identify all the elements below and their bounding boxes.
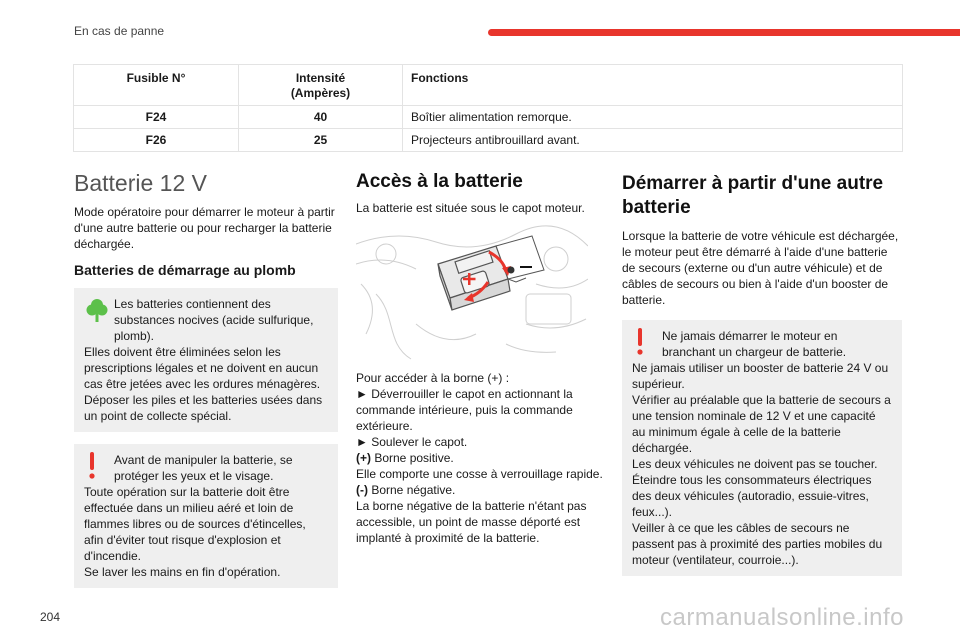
column-battery [74, 170, 338, 600]
positive-terminal-desc: Elle comporte une cosse à verrouillage rapide. [356, 467, 603, 481]
positive-terminal-line [356, 450, 606, 466]
page-number: 204 [40, 610, 61, 624]
header-functions: Fonctions [403, 65, 903, 106]
warning-first: Avant de manipuler la batterie, se protéger les yeux et le visage. [114, 453, 293, 483]
jump-start-warning-text: Ne jamais utiliser un booster de batterie 24 V ou supérieur. Vérifier au préalable que la batterie de secours a une tension nominale de 12 V et une capacité au minimum égale à celle de la batterie déchargée. Les deux véhicules ne doivent pas se toucher. Éteindre tous les consommateurs électriques des deux véhicules (autoradio, essuie-vitres, feux...). Veiller à ce que les câbles de secours ne passent pas à proximité des parties mobiles du moteur (ventilateur, courroie...). [632, 361, 891, 567]
battery-access-intro: La batterie est située sous le capot moteur. [356, 201, 585, 215]
negative-terminal-label: (-) [356, 483, 368, 497]
section-color-bar [488, 29, 960, 36]
warning-exclamation-icon [88, 452, 96, 480]
negative-terminal-text: Borne négative. [368, 483, 456, 497]
fuse-table-header-row [74, 65, 903, 106]
header-intensity-line2: (Ampères) [290, 86, 351, 100]
header-fuse-number: Fusible N° [74, 65, 239, 106]
fuse-number-cell: F24 [74, 106, 239, 129]
table-row [74, 129, 903, 152]
column-jump-start [622, 170, 902, 588]
jump-start-warning-first: Ne jamais démarrer le moteur en branchant un chargeur de batterie. [662, 329, 847, 359]
fuse-table [73, 64, 903, 152]
column-battery-access [356, 170, 606, 546]
positive-terminal-label: (+) [356, 451, 371, 465]
battery-intro: Mode opératoire pour démarrer le moteur à partir d'une autre batterie ou pour recharger la batterie déchargée. [74, 205, 335, 251]
environment-note-box [74, 288, 338, 432]
battery-title: Batterie 12 V [74, 170, 207, 196]
battery-access-title: Accès à la batterie [356, 171, 523, 192]
positive-terminal-text: Borne positive. [371, 451, 454, 465]
fuse-function-cell: Projecteurs antibrouillard avant. [403, 129, 903, 152]
fuse-amp-cell: 25 [239, 129, 403, 152]
fuse-number-cell: F26 [74, 129, 239, 152]
environment-note-first: Les batteries contiennent des substances nocives (acide sulfurique, plomb). [114, 297, 314, 343]
negative-terminal-desc: La borne négative de la batterie n'étant pas accessible, un point de masse déporté est implanté à proximité de la batterie. [356, 499, 587, 545]
battery-access-steps: Pour accéder à la borne (+) : ► Déverrouiller le capot en actionnant la commande intérieure, puis la commande extérieure. ► Soulever le capot. [356, 371, 573, 449]
jump-start-warning-box [622, 320, 902, 576]
fuse-function-cell: Boîtier alimentation remorque. [403, 106, 903, 129]
warning-text: Toute opération sur la batterie doit être effectuée dans un milieu aéré et loin de flammes libres ou de sources d'étincelles, afin d'éviter tout risque d'explosion et d'incendie. Se laver les mains en fin d'opération. [84, 485, 306, 579]
environment-tree-icon [86, 298, 108, 322]
lead-batteries-subtitle: Batteries de démarrage au plomb [74, 262, 296, 278]
header-intensity [239, 65, 403, 106]
environment-note-text: Elles doivent être éliminées selon les prescriptions légales et ne doivent en aucun cas être jetées avec les ordures ménagères. Déposer les piles et les batteries usées dans un point de collecte spécial. [84, 345, 323, 423]
warning-box [74, 444, 338, 588]
fuse-amp-cell: 40 [239, 106, 403, 129]
warning-exclamation-icon [636, 328, 644, 356]
header-intensity-line1: Intensité [295, 71, 346, 85]
battery-engine-illustration [356, 224, 588, 360]
watermark: carmanualsonline.info [660, 604, 904, 631]
jump-start-title: Démarrer à partir d'une autre batterie [622, 173, 884, 218]
jump-start-intro: Lorsque la batterie de votre véhicule est déchargée, le moteur peut être démarré à l'aide d'une batterie de secours (externe ou d'un autre véhicule) et de câbles de secours ou bien à l'aide d'un booster de batterie. [622, 229, 899, 307]
table-row [74, 106, 903, 129]
section-header: En cas de panne [74, 24, 165, 38]
negative-terminal-line [356, 482, 606, 498]
